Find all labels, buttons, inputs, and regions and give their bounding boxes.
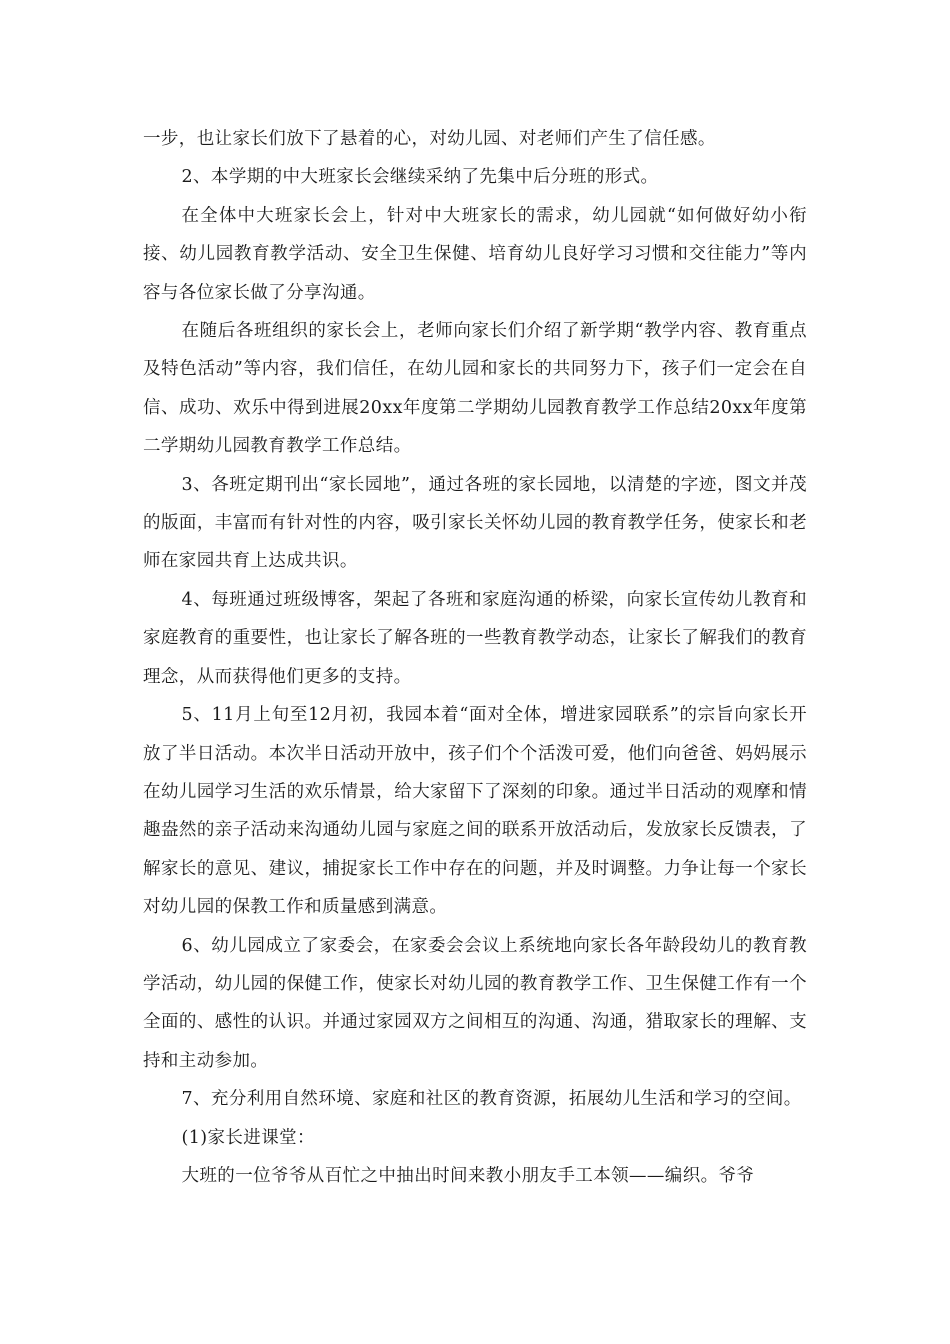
paragraph-10: (1)家长进课堂： bbox=[181, 1127, 315, 1148]
paragraph-1: 一步，也让家长们放下了悬着的心，对幼儿园、对老师们产生了信任感。 bbox=[143, 129, 716, 149]
paragraph-3: 在全体中大班家长会上，针对中大班家长的需求，幼儿园就“如何做好幼小衔接、幼儿园教育教学活动、安全卫生保健、培育幼儿良好学习习惯和交往能力”等内容与各位家长做了分享沟通。 bbox=[143, 205, 807, 303]
paragraph-4: 在随后各班组织的家长会上，老师向家长们介绍了新学期“教学内容、教育重点及特色活动”等内容，我们信任，在幼儿园和家长的共同努力下，孩子们一定会在自信、成功、欢乐中得到进展20xx年度第二学期幼儿园教育教学工作总结20xx年度第二学期幼儿园教育教学工作总结。 bbox=[143, 321, 807, 457]
paragraph-5: 3、各班定期刊出“家长园地”，通过各班的家长园地，以清楚的字迹，图文并茂的版面，丰富而有针对性的内容，吸引家长关怀幼儿园的教育教学任务，使家长和老师在家园共育上达成共识。 bbox=[143, 474, 807, 572]
paragraph-9: 7、充分利用自然环境、家庭和社区的教育资源，拓展幼儿生活和学习的空间。 bbox=[181, 1089, 802, 1110]
paragraph-8: 6、幼儿园成立了家委会，在家委会会议上系统地向家长各年龄段幼儿的教育教学活动，幼儿园的保健工作，使家长对幼儿园的教育教学工作、卫生保健工作有一个全面的、感性的认识。并通过家园双方之间相互的沟通、沟通，猎取家长的理解、支持和主动参加。 bbox=[143, 935, 807, 1071]
paragraph-6: 4、每班通过班级博客，架起了各班和家庭沟通的桥梁，向家长宣传幼儿教育和家庭教育的重要性，也让家长了解各班的一些教育教学动态，让家长了解我们的教育理念，从而获得他们更多的支持。 bbox=[143, 589, 807, 687]
document-body bbox=[143, 120, 807, 1195]
paragraph-11: 大班的一位爷爷从百忙之中抽出时间来教小朋友手工本领——编织。爷爷 bbox=[181, 1165, 755, 1186]
paragraph-7: 5、11月上旬至12月初，我园本着“面对全体，增进家园联系”的宗旨向家长开放了半日活动。本次半日活动开放中，孩子们个个活泼可爱，他们向爸爸、妈妈展示在幼儿园学习生活的欢乐情景，给大家留下了深刻的印象。通过半日活动的观摩和情趣盎然的亲子活动来沟通幼儿园与家庭之间的联系开放活动后，发放家长反馈表，了解家长的意见、建议，捕捉家长工作中存在的问题，并及时调整。力争让每一个家长对幼儿园的保教工作和质量感到满意。 bbox=[143, 705, 807, 918]
paragraph-2: 2、本学期的中大班家长会继续采纳了先集中后分班的形式。 bbox=[181, 167, 659, 188]
